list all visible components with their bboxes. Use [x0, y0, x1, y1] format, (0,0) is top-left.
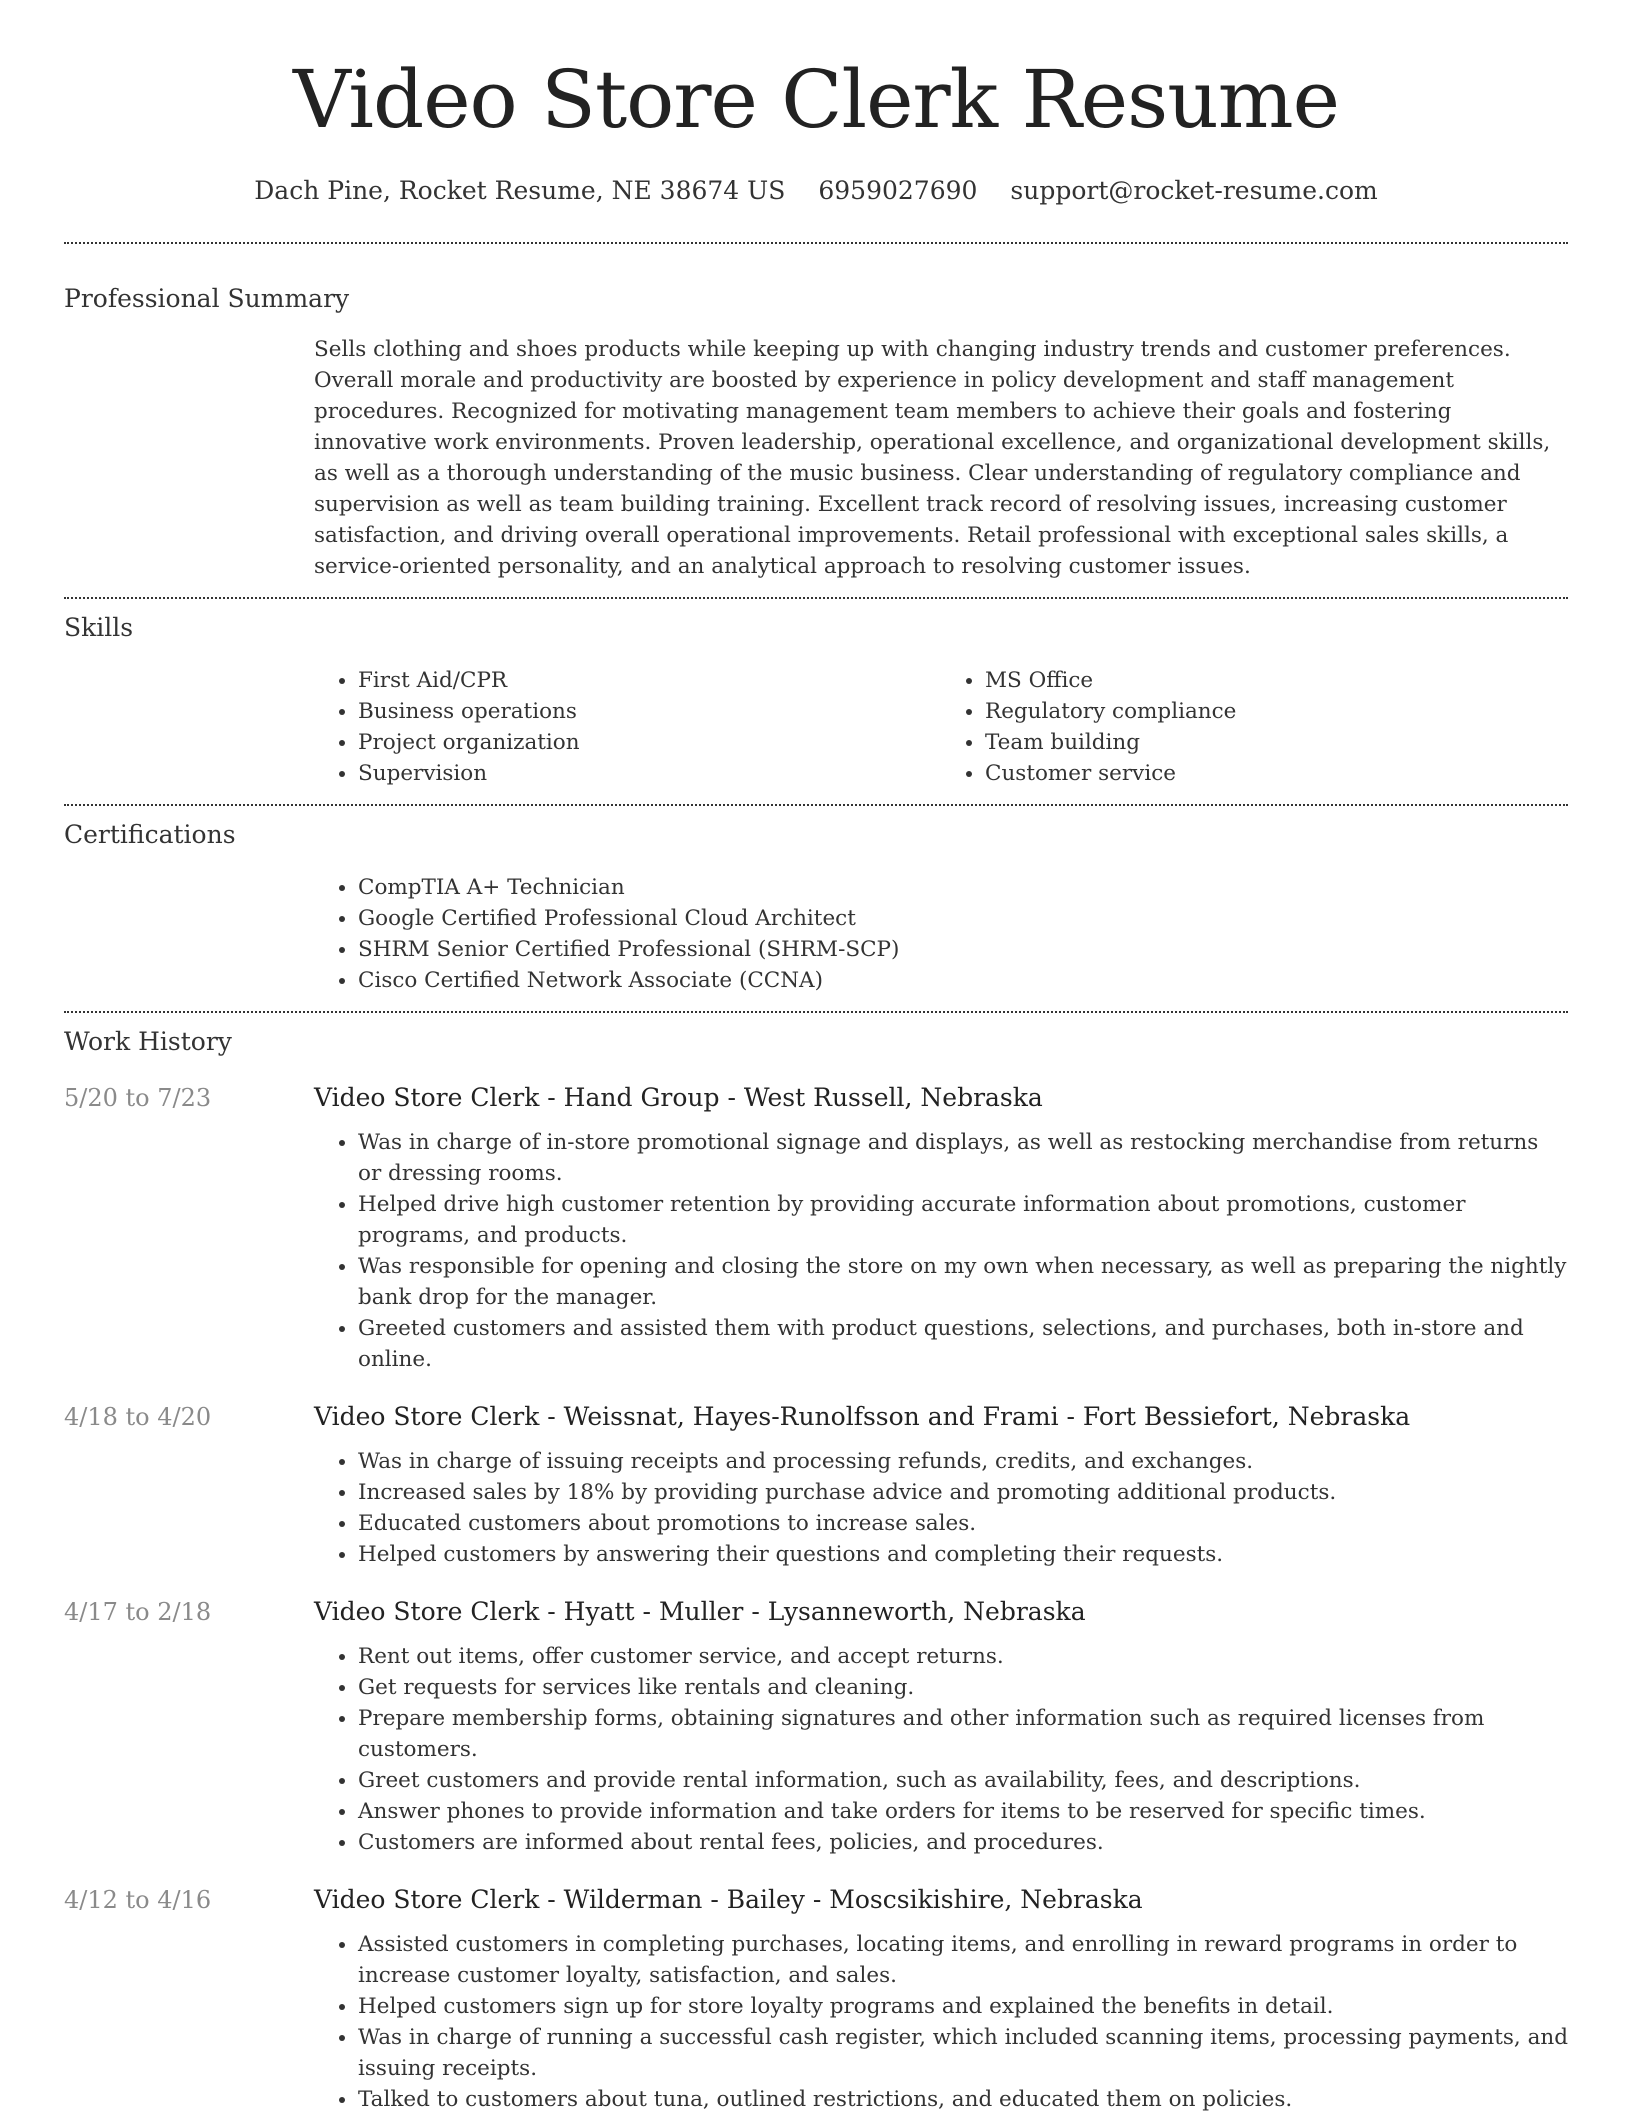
- certifications-list: [314, 872, 1568, 996]
- job-bullet: • Educated customers about promotions to increase sales.: [358, 1508, 1568, 1539]
- job-dates: 5/20 to 7/23: [64, 1084, 212, 1112]
- certifications-section: [0, 806, 1632, 996]
- skills-section: [0, 599, 1632, 789]
- job-details: [314, 1595, 1568, 1858]
- job-bullet: • Greeted customers and assisted them with product questions, selections, and purchases, both in-store and online.: [358, 1313, 1568, 1375]
- certification-item: • SHRM Senior Certified Professional (SHRM-SCP): [358, 934, 1568, 965]
- job-dates: 4/17 to 2/18: [64, 1598, 212, 1626]
- job-entry: [64, 1081, 1568, 1375]
- job-bullet: • Greet customers and provide rental information, such as availability, fees, and descriptions.: [358, 1765, 1568, 1796]
- job-bullet: • Helped customers by answering their questions and completing their requests.: [358, 1539, 1568, 1570]
- summary-section: [0, 244, 1632, 582]
- job-bullet: • Was in charge of running a successful cash register, which included scanning items, processing payments, and issuing receipts.: [358, 2022, 1568, 2084]
- certifications-heading: Certifications: [64, 820, 236, 849]
- certification-item: • CompTIA A+ Technician: [358, 872, 1568, 903]
- certifications-body: [314, 852, 1568, 996]
- certification-item: • Google Certified Professional Cloud Architect: [358, 903, 1568, 934]
- skill-item: • Customer service: [985, 758, 1568, 789]
- skill-item: • Business operations: [358, 696, 941, 727]
- job-bullet: • Rent out items, offer customer service, and accept returns.: [358, 1641, 1568, 1672]
- job-details: [314, 1883, 1568, 2112]
- work-history-heading: Work History: [64, 1027, 232, 1056]
- skill-item: • First Aid/CPR: [358, 665, 941, 696]
- skills-list: [314, 645, 1568, 789]
- skill-item: • Project organization: [358, 727, 941, 758]
- contact-address: Dach Pine, Rocket Resume, NE 38674 US: [254, 176, 786, 205]
- skills-column-left: [314, 665, 941, 789]
- job-bullets: [314, 1641, 1568, 1858]
- skill-item: • MS Office: [985, 665, 1568, 696]
- job-title: Video Store Clerk - Hand Group - West Russell, Nebraska: [314, 1083, 1043, 1112]
- job-bullet: • Customers are informed about rental fees, policies, and procedures.: [358, 1827, 1568, 1858]
- job-details: [314, 1081, 1568, 1375]
- contact-line: [0, 174, 1632, 208]
- job-bullet: • Helped drive high customer retention by providing accurate information about promotions, customer programs, and products.: [358, 1189, 1568, 1251]
- skills-heading: Skills: [64, 613, 134, 642]
- contact-phone: 6959027690: [818, 176, 978, 205]
- skill-item: • Team building: [985, 727, 1568, 758]
- job-bullet: • Was responsible for opening and closing the store on my own when necessary, as well as preparing the nightly bank drop for the manager.: [358, 1251, 1568, 1313]
- job-title: Video Store Clerk - Weissnat, Hayes-Runolfsson and Frami - Fort Bessiefort, Nebraska: [314, 1402, 1411, 1431]
- job-bullet: • Helped customers sign up for store loyalty programs and explained the benefits in detail.: [358, 1991, 1568, 2022]
- skills-column-right: [941, 665, 1568, 789]
- job-bullet: • Was in charge of issuing receipts and processing refunds, credits, and exchanges.: [358, 1446, 1568, 1477]
- job-bullet: • Answer phones to provide information and take orders for items to be reserved for specific times.: [358, 1796, 1568, 1827]
- contact-email: support@rocket-resume.com: [1010, 176, 1378, 205]
- job-entry: [64, 1883, 1568, 2112]
- job-bullets: [314, 1127, 1568, 1375]
- job-bullet: • Was in charge of in-store promotional signage and displays, as well as restocking merchandise from returns or dressing rooms.: [358, 1127, 1568, 1189]
- job-dates: 4/12 to 4/16: [64, 1886, 212, 1914]
- certification-item: • Cisco Certified Network Associate (CCNA): [358, 965, 1568, 996]
- skill-item: • Regulatory compliance: [985, 696, 1568, 727]
- job-details: [314, 1400, 1568, 1570]
- job-bullet: • Increased sales by 18% by providing purchase advice and promoting additional products.: [358, 1477, 1568, 1508]
- job-title: Video Store Clerk - Wilderman - Bailey - Moscsikishire, Nebraska: [314, 1885, 1143, 1914]
- summary-body: [314, 316, 1568, 582]
- work-history-section: [0, 1013, 1632, 2112]
- job-bullet: • Get requests for services like rentals and cleaning.: [358, 1672, 1568, 1703]
- job-bullets: [314, 1929, 1568, 2112]
- skill-item: • Supervision: [358, 758, 941, 789]
- job-bullet: • Assisted customers in completing purchases, locating items, and enrolling in reward programs in order to increase customer loyalty, satisfaction, and sales.: [358, 1929, 1568, 1991]
- job-bullet: • Prepare membership forms, obtaining signatures and other information such as required licenses from customers.: [358, 1703, 1568, 1765]
- summary-heading: Professional Summary: [64, 284, 350, 313]
- job-entry: [64, 1400, 1568, 1570]
- job-entry: [64, 1595, 1568, 1858]
- job-bullets: [314, 1446, 1568, 1570]
- summary-text: Sells clothing and shoes products while keeping up with changing industry trends and customer preferences. Overall morale and productivity are boosted by experience in policy development and staff management procedures. Recognized for motivating management team members to achieve their goals and fostering innovative work environments. Proven leadership, operational excellence, and organizational development skills, as well as a thorough understanding of the music business. Clear understanding of regulatory compliance and supervision as well as team building training. Excellent track record of resolving issues, increasing customer satisfaction, and driving overall operational improvements. Retail professional with exceptional sales skills, a service-oriented personality, and an analytical approach to resolving customer issues.: [314, 337, 1551, 579]
- job-dates: 4/18 to 4/20: [64, 1403, 212, 1431]
- job-title: Video Store Clerk - Hyatt - Muller - Lysanneworth, Nebraska: [314, 1597, 1086, 1626]
- job-bullet: • Talked to customers about tuna, outlined restrictions, and educated them on policies.: [358, 2084, 1568, 2112]
- resume-title: Video Store Clerk Resume: [293, 53, 1339, 146]
